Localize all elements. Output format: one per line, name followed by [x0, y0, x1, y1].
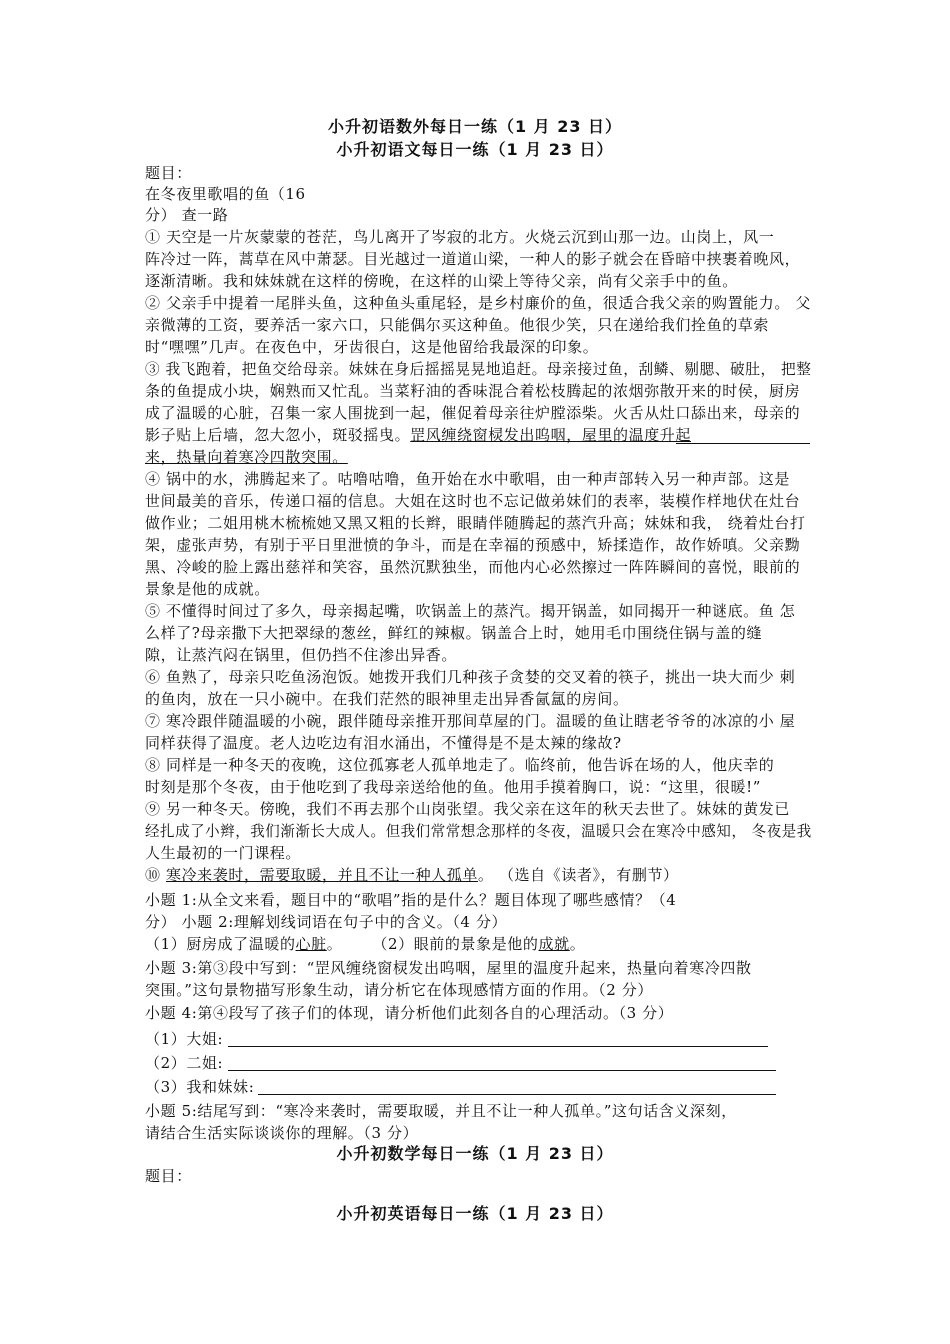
- paragraph-3-text: 影子贴上后墙，忽大忽小，斑驳摇曳。: [145, 426, 411, 444]
- underlined-sentence: 罡风缠绕窗棂发出呜咽，屋里的温度升起: [410, 426, 692, 444]
- timu-label: 题目：: [145, 164, 192, 182]
- paragraph-3-line: 条的鱼提成小块，娴熟而又忙乱。当菜籽油的香味混合着松枝腾起的浓烟弥散开来的时侯，厨房: [145, 382, 801, 400]
- question-3: 小题 3:第③段中写到：“罡风缠绕窗棂发出呜咽，屋里的温度升起来，热量向着寒冷四散: [145, 959, 752, 977]
- article-score-author: 分） 查一路: [145, 206, 229, 224]
- paragraph-4-line: 世间最美的音乐，传递口福的信息。大姐在这时也不忘记做弟妹们的表率，装模作样地伏在灶台: [145, 492, 801, 510]
- paragraph-9-line: 人生最初的一门课程。: [145, 844, 302, 862]
- paragraph-6-line: ⑥ 鱼熟了，母亲只吃鱼汤泡饭。她拨开我们几种孩子贪婪的交叉着的筷子，挑出一块大而少 刺: [145, 668, 796, 686]
- answer-blank-dajie[interactable]: [228, 1046, 768, 1047]
- paragraph-2-line: ② 父亲手中提着一尾胖头鱼，这种鱼头重尾轻，是乡村廉价的鱼，很适合我父亲的购置能力。 父: [145, 294, 811, 312]
- paragraph-4-line: 做作业；二姐用桃木梳梳她又黑又粗的长辫，眼睛伴随腾起的蒸汽升高；妹妹和我， 绕着灶台打: [145, 514, 806, 532]
- paragraph-5-line: 隙，让蒸汽闷在锅里，但仍挡不住渗出异香。: [145, 646, 458, 664]
- underline-extension: [676, 443, 810, 444]
- answer-label-me-and-sister: （3）我和妹妹:: [145, 1078, 255, 1096]
- paragraph-8-line: ⑧ 同样是一种冬天的夜晚，这位孤寡老人孤单地走了。临终前，他告诉在场的人，他庆幸的: [145, 756, 775, 774]
- paragraph-7-line: 同样获得了温度。老人边吃边有泪水涌出，不懂得是不是太辣的缘故?: [145, 734, 622, 752]
- math-section-title: 小升初数学每日一练（1 月 23 日）: [336, 1144, 614, 1163]
- question-5-cont: 请结合生活实际谈谈你的理解。（3 分）: [145, 1124, 419, 1142]
- paragraph-4-line: 架，虚张声势，有别于平日里泄愤的争斗，而是在幸福的预感中，矫揉造作，故作娇嗔。父亲黝: [145, 536, 801, 554]
- question-1-2: 分） 小题 2:理解划线词语在句子中的含义。（4 分）: [145, 913, 508, 931]
- answer-blank-me-and-sister[interactable]: [258, 1094, 776, 1095]
- question-2-items: （1）厨房成了温暖的心脏。 （2）眼前的景象是他的成就。: [145, 935, 586, 953]
- paragraph-1-line: 逐渐清晰。我和妹妹就在这样的傍晚，在这样的山梁上等待父亲，尚有父亲手中的鱼。: [145, 272, 738, 290]
- underlined-sentence: 来，热量向着寒冷四散突围。: [145, 448, 348, 466]
- english-section-title: 小升初英语每日一练（1 月 23 日）: [336, 1204, 614, 1223]
- question-2-item-1: （1）厨房成了温暖的: [145, 935, 296, 953]
- timu-label: 题目：: [145, 1167, 192, 1185]
- paragraph-8-line: 时刻是那个冬夜，由于他吃到了我母亲送给他的鱼。他用手摸着胸口，说：“这里，很暖!”: [145, 778, 761, 796]
- question-5: 小题 5:结尾写到：“寒冷来袭时，需要取暖，并且不让一种人孤单。”这句话含义深刻，: [145, 1102, 737, 1120]
- answer-label-dajie: （1）大姐:: [145, 1030, 224, 1048]
- answer-label-erjie: （2）二姐:: [145, 1054, 224, 1072]
- paragraph-5-line: ⑤ 不懂得时间过了多久，母亲揭起嘴，吹锅盖上的蒸汽。揭开锅盖，如同揭开一种谜底。鱼 怎: [145, 602, 796, 620]
- paragraph-2-line: 时“嘿嘿”几声。在夜色中，牙齿很白，这是他留给我最深的印象。: [145, 338, 599, 356]
- question-4: 小题 4:第④段写了孩子们的体现，请分析他们此刻各自的心理活动。（3 分）: [145, 1004, 674, 1022]
- paragraph-1-line: 阵冷过一阵，蒿草在风中萧瑟。目光越过一道道山梁，一种人的影子就会在昏暗中挟裹着晚风，: [145, 250, 801, 268]
- paragraph-4-line: 黑、冷峻的脸上露出慈祥和笑容，虽然沉默独坐，而他内心必然擦过一阵阵瞬间的喜悦，眼前的: [145, 558, 801, 576]
- underlined-word: 成就: [538, 935, 570, 953]
- underlined-sentence: 寒冷来袭时，需要取暖，并且不让一种人孤单: [165, 866, 478, 884]
- paragraph-9-line: 经扎成了小辫，我们渐渐长大成人。但我们常常想念那样的冬夜，温暖只会在寒冷中感知， 冬夜是我: [145, 822, 812, 840]
- paragraph-9-line: ⑨ 另一种冬天。傍晚，我们不再去那个山岗张望。我父亲在这年的秋天去世了。妹妹的黄发已: [145, 800, 790, 818]
- paragraph-3-line: [145, 425, 691, 445]
- chinese-section-title: 小升初语文每日一练（1 月 23 日）: [336, 140, 614, 159]
- paragraph-4-line: ④ 锅中的水，沸腾起来了。咕噜咕噜，鱼开始在水中歌唱，由一种声部转入另一种声部。这是: [145, 470, 790, 488]
- question-1: 小题 1:从全文来看，题目中的“歌唱”指的是什么？题目体现了哪些感情？（4: [145, 891, 677, 909]
- source-note: 。 （选自《读者》，有删节）: [477, 866, 679, 884]
- paragraph-6-line: 的鱼肉，放在一只小碗中。在我们茫然的眼神里走出异香氤氲的房间。: [145, 690, 629, 708]
- article-title-line: 在冬夜里歌唱的鱼（16: [145, 185, 306, 203]
- paragraph-2-line: 亲微薄的工资，要养活一家六口，只能偶尔买这种鱼。他很少笑，只在递给我们拴鱼的草索: [145, 316, 770, 334]
- paragraph-5-line: 么样了?母亲撒下大把翠绿的葱丝，鲜红的辣椒。锅盖合上时，她用毛巾围绕住锅与盖的缝: [145, 624, 763, 642]
- paragraph-3-line: ③ 我飞跑着，把鱼交给母亲。妹妹在身后摇摇晃晃地追赶。母亲接过鱼，刮鳞、剔腮、破肚， 把整: [145, 360, 812, 378]
- paragraph-7-line: ⑦ 寒冷跟伴随温暖的小碗，跟伴随母亲推开那间草屋的门。温暖的鱼让瞎老爷爷的冰凉的小 屋: [145, 712, 796, 730]
- paragraph-3-line: [145, 447, 348, 467]
- question-3-cont: 突围。”这句景物描写形象生动，请分析它在体现感情方面的作用。（2 分）: [145, 981, 653, 999]
- main-title: 小升初语数外每日一练（1 月 23 日）: [327, 117, 623, 136]
- paragraph-4-line: 景象是他的成就。: [145, 580, 270, 598]
- paragraph-10-number: ⑩: [145, 866, 166, 884]
- paragraph-3-line: 成了温暖的心脏，召集一家人围拢到一起，催促着母亲往炉膛添柴。火舌从灶口舔出来，母亲的: [145, 404, 801, 422]
- paragraph-1-line: ① 天空是一片灰蒙蒙的苍茫，鸟儿离开了岑寂的北方。火烧云沉到山那一边。山岗上，风一: [145, 228, 775, 246]
- question-2-item-2: （2）眼前的景象是他的: [372, 935, 539, 953]
- answer-blank-erjie[interactable]: [228, 1070, 776, 1071]
- paragraph-10-line: [145, 865, 679, 885]
- underlined-word: 心脏: [295, 935, 327, 953]
